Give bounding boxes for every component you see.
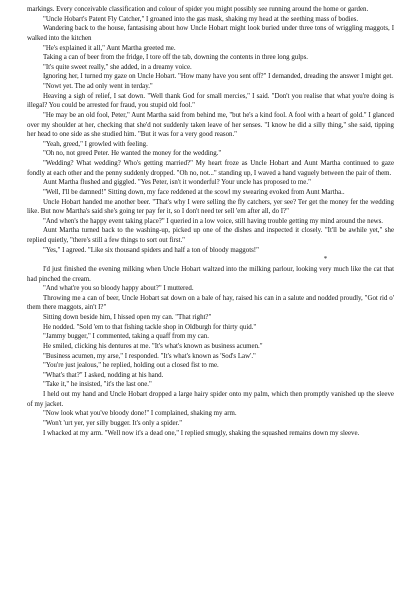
section-divider: * <box>323 256 328 264</box>
paragraph: He nodded. "Sold 'em to that fishing tackle shop in Oldburgh for thirty quid." <box>43 323 257 331</box>
paragraph: I whacked at my arm. "Well now it's a dead one," I replied smugly, shaking the squashed remains down my sleeve. <box>43 429 360 437</box>
paragraph: "Nowt yet. The ad only went in terday." <box>43 83 153 90</box>
paragraph: Throwing me a can of beer, Uncle Hobart sat down on a bale of hay, raised his can in a salute and nodded proudly, "Got rid o' them there maggots, ain't I?" <box>27 294 394 312</box>
paragraph: "Uncle Hobart's Patent Fly Catcher," I groaned into the gas mask, shaking my head at the seething mass of bodies. <box>43 15 359 23</box>
paragraph: "Yeah, greed," I growled with feeling. <box>43 140 148 148</box>
paragraph: Heaving a sigh of relief, I sat down. "Well thank God for small mercies," I said. "Don't you realise that what you're doing is illegal? You could be arrested for fraud, you stupid old fool." <box>27 92 394 110</box>
paragraph: "Take it," he insisted, "it's the last one." <box>43 381 152 389</box>
paragraph: "Now look what you've bloody done!" I complained, shaking my arm. <box>43 410 237 418</box>
paragraph: I held out my hand and Uncle Hobart dropped a large hairy spider onto my palm, which then promptly vanished up the sleeve of my jacket. <box>27 391 394 408</box>
paragraph: "What's that?" I asked, nodding at his hand. <box>43 371 164 379</box>
paragraph: Sitting down beside him, I hissed open my can. "That right?" <box>43 314 212 321</box>
paragraph: "Yes," I agreed. "Like six thousand spiders and half a ton of bloody maggots!" <box>43 246 259 254</box>
paragraph: "Won't 'urt yer, yer silly bugger. It's only a spider." <box>43 419 183 427</box>
paragraph: "Wedding? What wedding? Who's getting married?" My heart froze as Uncle Hobart and Aunt Martha continued to gaze fondly at each other and the penny suddenly dropped. "Oh no, not..." standing up, I waved a hand vaguely between the pair of them. <box>27 160 394 177</box>
paragraph: "Business acumen, my arse," I responded. "It's what's known as 'Sod's Law'." <box>43 352 256 360</box>
paragraph: "It's quite sweet really," she added, in a dreamy voice. <box>43 63 192 71</box>
paragraph: Aunt Martha flushed and giggled. "Yes Peter, isn't it wonderful? Your uncle has proposed to me." <box>43 179 311 187</box>
paragraph: "He's explained it all," Aunt Martha greeted me. <box>43 44 176 52</box>
paragraph: "And when's the happy event taking place?" I queried in a low voice, still having trouble getting my mind around the news. <box>43 217 384 225</box>
paragraph: markings. Every conceivable classification and colour of spider you might possibly see running around the home or garden. <box>27 6 369 13</box>
paragraph: "Well, I'll be damned!" Sitting down, my face reddened at the scowl my swearing evoked from Aunt Martha.. <box>43 188 345 196</box>
paragraph: Wandering back to the house, fantasising about how Uncle Hobart might look buried under three tons of wriggling maggots, I walked into the kitchen <box>27 25 394 42</box>
document-body <box>27 5 394 438</box>
paragraph: Taking a can of beer from the fridge, I tore off the tab, downing the contents in three long gulps. <box>43 54 308 62</box>
paragraph: Aunt Martha turned back to the washing-up, picked up one of the dishes and inspected it closely. "It'll be awhile yet," she replied quietly, "there's still a few things to sort out first." <box>27 227 394 244</box>
paragraph: Uncle Hobart handed me another beer. "That's why I were selling the fly catchers, yer see? Ter get the money fer the wedding like. But now Martha's said she's going ter pay fer it, so I don't need ter sell 'em after all, do I?" <box>27 198 394 216</box>
paragraph: I'd just finished the evening milking when Uncle Hobart waltzed into the milking parlour, looking very much like the cat that had pinched the cream. <box>27 265 394 283</box>
paragraph: "Jammy bugger," I commented, taking a quaff from my can. <box>43 333 209 341</box>
paragraph: He smiled, clicking his dentures at me. "It's what's known as business acumen." <box>43 342 263 350</box>
paragraph: "You're just jealous," he replied, holding out a closed fist to me. <box>43 362 219 370</box>
paragraph: Ignoring her, I turned my gaze on Uncle Hobart. "How many have you sent off?" I demanded, dreading the answer I might get. <box>43 73 394 81</box>
paragraph: "And what're you so bloody happy about?" I muttered. <box>43 285 194 293</box>
paragraph: "Oh no, not greed Peter. He wanted the money for the wedding." <box>43 150 222 158</box>
paragraph: "He may be an old fool, Peter," Aunt Martha said from behind me, "but he's a kind fool. A fool with a heart of gold." I glanced over my shoulder at her, checking that she'd not suddenly taken leave of her senses. "I know he did a silly thing," she said, tipping her head to one side as she studied him. "But it was for a very good reason." <box>27 111 394 139</box>
